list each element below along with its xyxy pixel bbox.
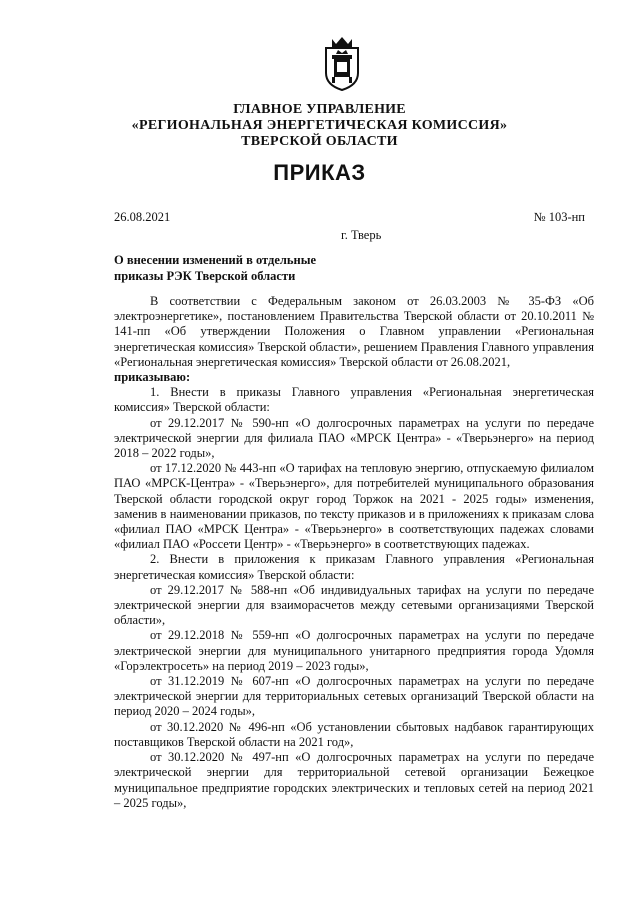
clause-2-item: от 30.12.2020 № 496-нп «Об установлении сбытовых надбавок гарантирующих поставщиков Тверской области на 2021 год»,: [114, 719, 594, 749]
document-number: № 103-нп: [533, 210, 585, 224]
agency-name-line3: ТВЕРСКОЙ ОБЛАСТИ: [241, 134, 398, 149]
clause-1-item: от 17.12.2020 № 443-нп «О тарифах на тепловую энергию, отпускаемую филиалом ПАО «МРСК-Центра» - «Тверьэнерго», для потребителей муниципального образования Тверской области городской округ город Торжок на 2021 - 2025 годы» изменения, заменив в наименовании приказов, по тексту приказов и в приложениях к приказам слова «филиал ПАО «МРСК Центра» - «Тверьэнерго» в соответствующих падежах словами «филиал ПАО «Россети Центр» - «Тверьэнерго» в соответствующих падежах.: [114, 461, 594, 552]
clause-2: 2. Внести в приложения к приказам Главного управления «Региональная энергетическая комиссия» Тверской области:: [114, 552, 594, 582]
document-body: [114, 294, 594, 811]
document-subject: [114, 253, 414, 284]
tver-coat-of-arms-icon: [320, 35, 364, 91]
agency-name-line1: ГЛАВНОЕ УПРАВЛЕНИЕ: [233, 102, 406, 117]
preamble-paragraph: В соответствии с Федеральным законом от 26.03.2003 № 35-ФЗ «Об электроэнергетике», постановлением Правительства Тверской области от 20.10.2011 № 141-пп «Об утверждении Положения о Главном управлении «Региональная энергетическая комиссия» Тверской области», решением Правления Главного управления «Региональная энергетическая комиссия» Тверской области от 26.08.2021,: [114, 294, 594, 369]
clause-1: 1. Внести в приказы Главного управления «Региональная энергетическая комиссия» Тверской области:: [114, 385, 594, 415]
clause-2-item: от 29.12.2017 № 588-нп «Об индивидуальных тарифах на услуги по передаче электрической энергии для взаиморасчетов между сетевыми организациями Тверской области»,: [114, 582, 594, 628]
clause-2-item: от 30.12.2020 № 497-нп «О долгосрочных параметрах на услуги по передаче электрической энергии для территориальной сетевой организации Бежецкое муниципальное предприятие городских электрических и тепловых сетей на период 2021 – 2025 годы»,: [114, 750, 594, 810]
document-type: ПРИКАЗ: [273, 160, 366, 185]
subject-line: О внесении изменений в отдельные: [114, 253, 317, 267]
subject-line: приказы РЭК Тверской области: [114, 268, 296, 283]
document-date: 26.08.2021: [114, 210, 171, 224]
clause-2-item: от 29.12.2018 № 559-нп «О долгосрочных параметрах на услуги по передаче электрической энергии для муниципального унитарного предприятия города Удомля «Горэлектросеть» на период 2019 – 2023 годы»,: [114, 628, 594, 673]
order-word: приказываю:: [114, 370, 191, 385]
document-city: г. Тверь: [341, 228, 382, 242]
clause-1-item: от 29.12.2017 № 590-нп «О долгосрочных параметрах на услуги по передаче электрической энергии для филиала ПАО «МРСК Центра» - «Тверьэнерго» на период 2018 – 2022 годы»,: [114, 415, 594, 461]
agency-name-line2: «РЕГИОНАЛЬНАЯ ЭНЕРГЕТИЧЕСКАЯ КОМИССИЯ»: [131, 118, 508, 133]
clause-2-item: от 31.12.2019 № 607-нп «О долгосрочных параметрах на услуги по передаче электрической энергии для территориальных сетевых организаций Тверской области на период 2020 – 2024 годы»,: [114, 674, 594, 719]
